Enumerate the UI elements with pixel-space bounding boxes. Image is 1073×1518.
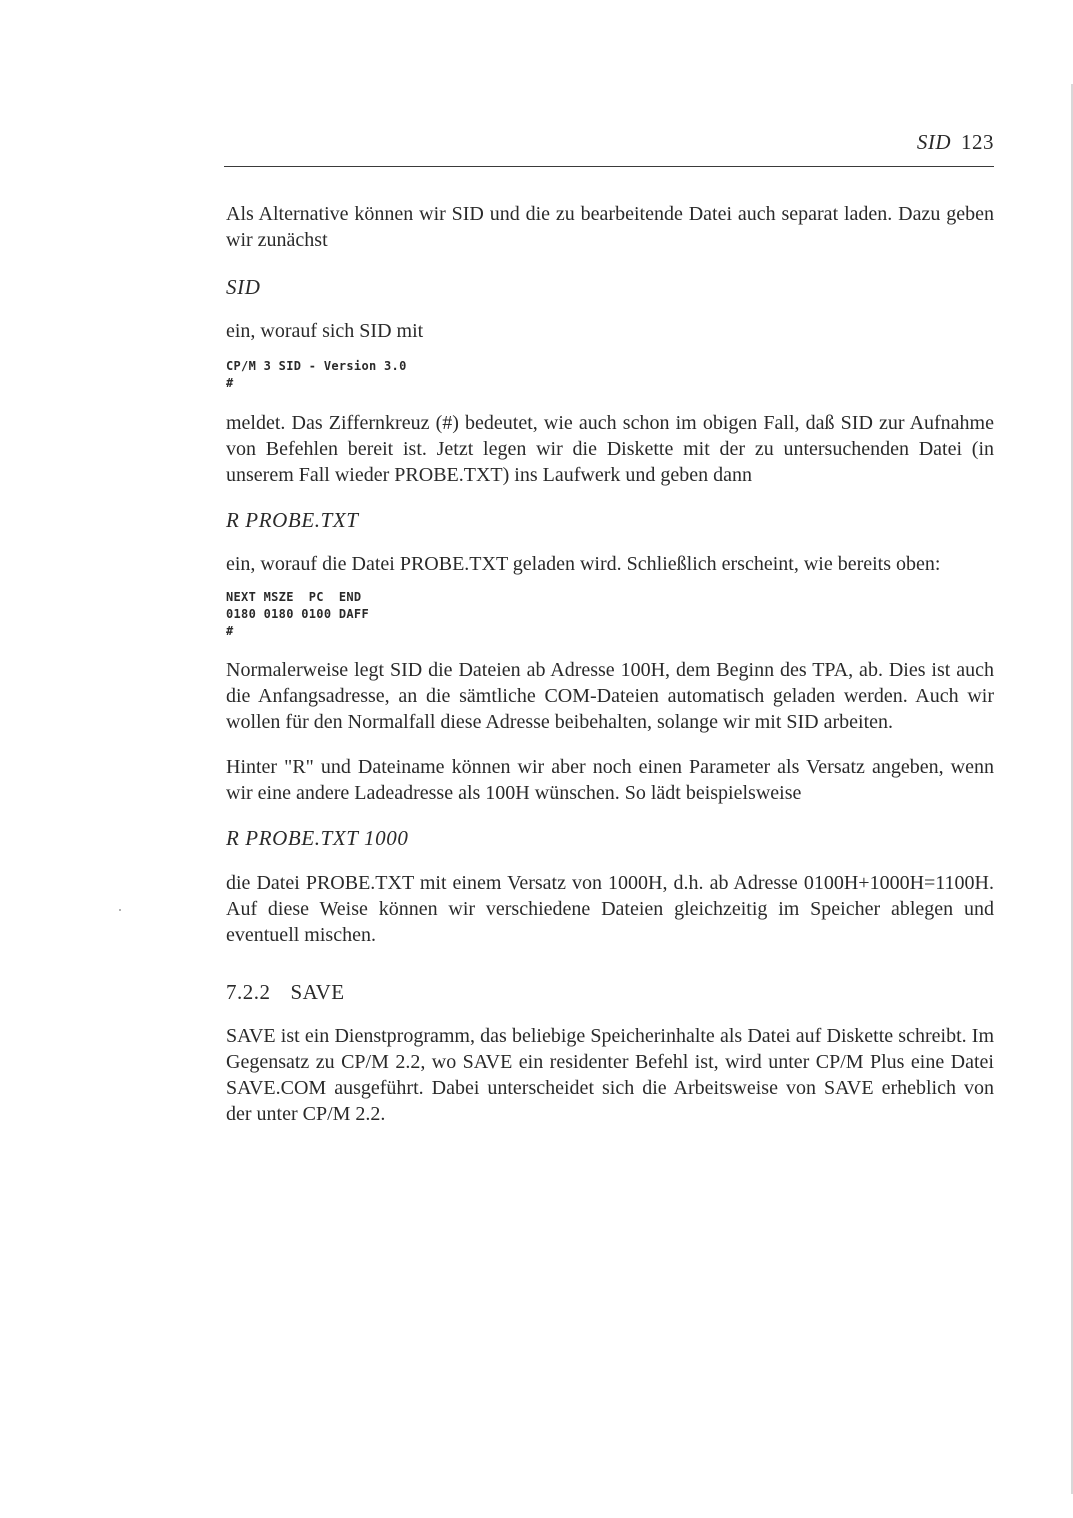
section-number: 7.2.2 bbox=[226, 980, 271, 1004]
command-sid: SID bbox=[226, 275, 261, 299]
section-heading bbox=[226, 979, 994, 1005]
paragraph-7: die Datei PROBE.TXT mit einem Versatz von 1000H, d.h. ab Adresse 0100H+1000H=1100H. Auf diese Weise können wir verschiedene Dateien gleichzeitig im Speicher ablegen und eventuell mischen. bbox=[226, 872, 994, 946]
header-rule bbox=[224, 166, 994, 167]
code-line: CP/M 3 SID - Version 3.0 bbox=[226, 359, 407, 373]
paragraph-8: SAVE ist ein Dienstprogramm, das beliebige Speicherinhalte als Datei auf Diskette schreibt. Im Gegensatz zu CP/M 2.2, wo SAVE ein residenter Befehl ist, wird unter CP/M Plus eine Datei SAVE.COM ausgeführt. Dabei unterscheidet sich die Arbeitsweise von SAVE erheblich von der unter CP/M 2.2. bbox=[226, 1025, 994, 1125]
command-r-probe: R PROBE.TXT bbox=[226, 508, 359, 532]
command-r-probe-1000: R PROBE.TXT 1000 bbox=[226, 826, 409, 850]
paragraph-2: ein, worauf sich SID mit bbox=[226, 320, 424, 342]
paragraph-4: ein, worauf die Datei PROBE.TXT geladen wird. Schließlich erscheint, wie bereits oben: bbox=[226, 553, 941, 575]
page-number: 123 bbox=[961, 130, 994, 154]
paragraph-6: Hinter "R" und Dateiname können wir aber noch einen Parameter als Versatz angeben, wenn wir eine andere Ladeadresse als 100H wünschen. So lädt beispielsweise bbox=[226, 756, 994, 804]
paragraph-5: Normalerweise legt SID die Dateien ab Adresse 100H, dem Beginn des TPA, ab. Dies ist auch die Anfangsadresse, an die sämtliche COM-Dateien automatisch geladen werden. Auch wir wollen für den Normalfall diese Adresse beibehalten, solange wir mit SID arbeiten. bbox=[226, 659, 994, 733]
running-header bbox=[917, 130, 994, 155]
code-line: NEXT MSZE PC END bbox=[226, 590, 362, 604]
page bbox=[226, 0, 994, 1518]
paragraph-3: meldet. Das Ziffernkreuz (#) bedeutet, wie auch schon im obigen Fall, daß SID zur Aufnahme von Befehlen bereit ist. Jetzt legen wir die Diskette mit der zu untersuchenden Datei (in unserem Fall wieder PROBE.TXT) ins Laufwerk und geben dann bbox=[226, 412, 994, 486]
code-line: 0180 0180 0100 DAFF bbox=[226, 607, 369, 621]
body-text bbox=[226, 201, 994, 1127]
code-line: # bbox=[226, 376, 234, 390]
running-title: SID bbox=[916, 130, 951, 154]
paragraph-1: Als Alternative können wir SID und die zu bearbeitende Datei auch separat laden. Dazu geben wir zunächst bbox=[226, 203, 994, 251]
code-block-1 bbox=[226, 358, 994, 392]
code-line: # bbox=[226, 624, 234, 638]
code-block-2 bbox=[226, 589, 994, 640]
section-title: SAVE bbox=[290, 980, 345, 1004]
scan-speck bbox=[119, 909, 121, 911]
